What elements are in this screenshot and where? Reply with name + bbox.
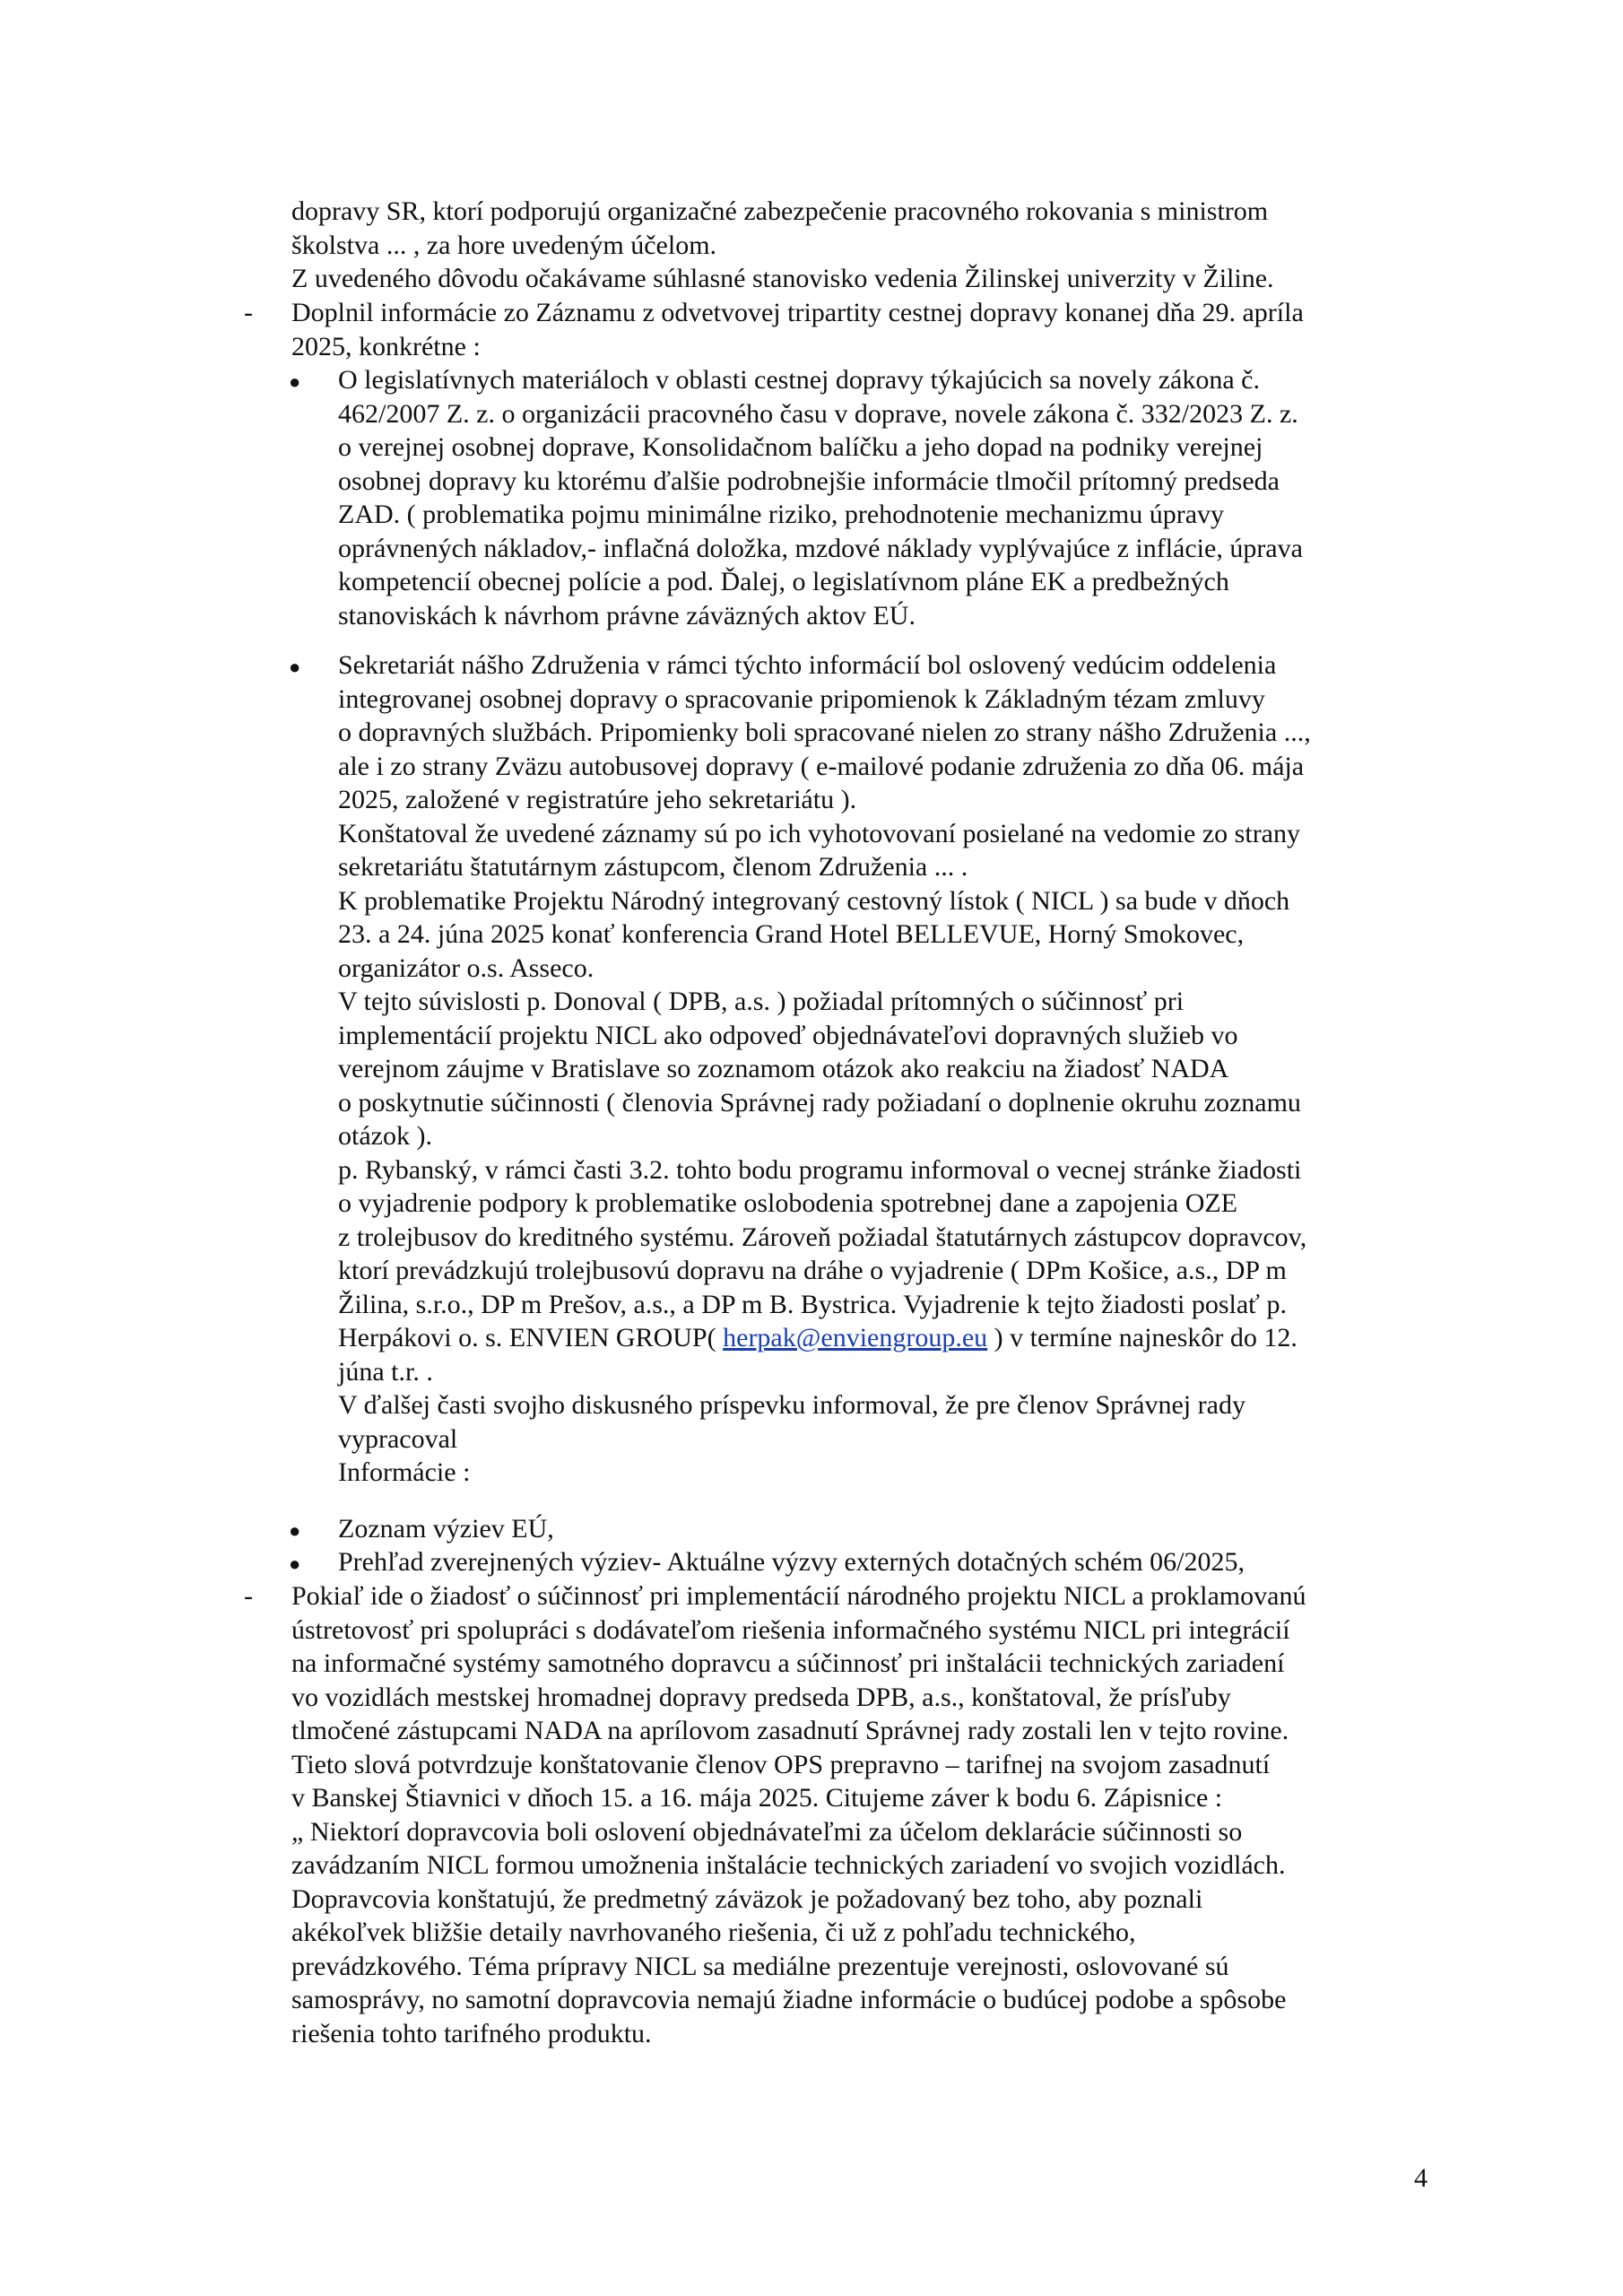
text-line: dopravy SR, ktorí podporujú organizačné zabezpečenie pracovného rokovania s ministrom <box>291 196 1269 226</box>
text-line: implementácií projektu NICL ako odpoveď objednávateľovi dopravných služieb vo <box>338 1020 1238 1050</box>
text-line: Z uvedeného dôvodu očakávame súhlasné stanovisko vedenia Žilinskej univerzity v Žiline. <box>291 264 1274 293</box>
bullet-item-4 <box>338 1545 1245 1579</box>
text-line: 462/2007 Z. z. o organizácii pracovného času v doprave, novele zákona č. 332/2023 Z. z. <box>338 398 1298 429</box>
text-line: Konštatoval že uvedené záznamy sú po ich vyhotovovaní posielané na vedomie zo strany <box>338 818 1300 848</box>
text-line: júna t.r. . <box>338 1356 433 1387</box>
text-line: na informačné systémy samotného dopravcu a súčinnosť pri inštalácii technických zariadení <box>291 1648 1285 1678</box>
text-line: O legislatívnych materiáloch v oblasti cestnej dopravy týkajúcich sa novely zákona č. <box>338 365 1260 395</box>
text-line: o vyjadrenie podpory k problematike oslobodenia spotrebnej dane a zapojenia OZE <box>338 1188 1238 1218</box>
text-line: ale i zo strany Zväzu autobusovej dopravy ( e-mailové podanie združenia zo dňa 06. mája <box>338 751 1305 781</box>
page-number: 4 <box>1414 2163 1428 2193</box>
text-line: tlmočené zástupcami NADA na aprílovom zasadnutí Správnej rady zostali len v tejto rovine. <box>291 1716 1289 1745</box>
text-line: Sekretariát nášho Združenia v rámci týchto informácií bol oslovený vedúcim oddelenia <box>338 650 1277 680</box>
dash-marker: - <box>244 298 253 327</box>
text-line: verejnom záujme v Bratislave so zoznamom otázok ako reakciu na žiadosť NADA <box>338 1054 1229 1083</box>
dash-item-2 <box>291 1579 1306 2050</box>
text-line: Doplnil informácie zo Záznamu z odvetvovej tripartity cestnej dopravy konanej dňa 29. apríla <box>291 298 1304 327</box>
text-line: 23. a 24. júna 2025 konať konferencia Grand Hotel BELLEVUE, Horný Smokovec, <box>338 919 1245 949</box>
text-line: vypracoval <box>338 1423 458 1454</box>
text-line: 2025, konkrétne : <box>291 331 481 361</box>
text-line: z trolejbusov do kreditného systému. Zároveň požiadal štatutárnych zástupcov dopravcov, <box>338 1222 1307 1252</box>
bullet-item-3 <box>338 1512 554 1546</box>
text-line: prevádzkového. Téma prípravy NICL sa mediálne prezentuje verejnosti, oslovované sú <box>291 1951 1229 1981</box>
text-line: 2025, založené v registratúre jeho sekretariátu ). <box>338 785 857 814</box>
text-line: Žilina, s.r.o., DP m Prešov, a.s., a DP m B. Bystrica. Vyjadrenie k tejto žiadosti poslať p. <box>338 1289 1287 1319</box>
text-line: stanoviskách k návrhom právne záväzných aktov EÚ. <box>338 600 916 631</box>
bullet-icon: ● <box>289 656 301 678</box>
text-line: osobnej dopravy ku ktorému ďalšie podrobnejšie informácie tlmočil prítomný predseda <box>338 465 1280 496</box>
text-line: Pokiaľ ide o žiadosť o súčinnosť pri implementácií národného projektu NICL a proklamovanú <box>291 1581 1306 1611</box>
text-line: zavádzaním NICL formou umožnenia inštalácie technických zariadení vo svojich vozidlách. <box>291 1850 1286 1880</box>
text-line: školstva ... , za hore uvedeným účelom. <box>291 230 717 260</box>
text-line: oprávnených nákladov,- inflačná doložka, mzdové náklady vyplývajúce z inflácie, úprava <box>338 533 1303 563</box>
text-line: ZAD. ( problematika pojmu minimálne riziko, prehodnotenie mechanizmu úpravy <box>338 500 1225 529</box>
bullet-item-1 <box>338 363 1303 632</box>
text-line: V tejto súvislosti p. Donoval ( DPB, a.s. ) požiadal prítomných o súčinnosť pri <box>338 987 1185 1016</box>
text-line: p. Rybanský, v rámci časti 3.2. tohto bodu programu informoval o vecnej stránke žiadosti <box>338 1154 1302 1185</box>
text-line: v Banskej Štiavnici v dňoch 15. a 16. mája 2025. Citujeme záver k bodu 6. Zápisnice : <box>291 1783 1223 1813</box>
text-line: Informácie : <box>338 1457 471 1487</box>
text-fragment: Herpákovi o. s. ENVIEN GROUP( <box>338 1323 724 1352</box>
text-line: ktorí prevádzkujú trolejbusovú dopravu na dráhe o vyjadrenie ( DPm Košice, a.s., DP m <box>338 1256 1287 1285</box>
dash-marker: - <box>244 1581 253 1611</box>
text-line: akékoľvek bližšie detaily navrhovaného riešenia, či už z pohľadu technického, <box>291 1918 1136 1947</box>
bullet-item-2 <box>338 648 1311 1490</box>
text-line: o poskytnutie súčinnosti ( členovia Správnej rady požiadaní o doplnenie okruhu zoznamu <box>338 1087 1301 1118</box>
text-line: riešenia tohto tarifného produktu. <box>291 2018 652 2048</box>
text-line: Dopravcovia konštatujú, že predmetný záväzok je požadovaný bez toho, aby poznali <box>291 1883 1203 1914</box>
text-line: K problematike Projektu Národný integrovaný cestovný lístok ( NICL ) sa bude v dňoch <box>338 885 1290 916</box>
text-line: organizátor o.s. Asseco. <box>338 952 595 983</box>
bullet-icon: ● <box>289 1519 301 1542</box>
intro-paragraph <box>291 195 1274 296</box>
text-line: ústretovosť pri spolupráci s dodávateľom riešenia informačného systému NICL pri integrácií <box>291 1614 1290 1645</box>
text-line: samosprávy, no samotní dopravcovia nemajú žiadne informácie o budúcej podobe a spôsobe <box>291 1985 1287 2014</box>
bullet-icon: ● <box>289 1552 301 1575</box>
bullet-icon: ● <box>289 370 301 393</box>
text-line: o verejnej osobnej doprave, Konsolidačnom balíčku a jeho dopad na podniky verejnej <box>338 432 1263 462</box>
email-link[interactable]: herpak@enviengroup.eu <box>723 1323 988 1352</box>
text-line: V ďalšej časti svojho diskusného príspevku informoval, že pre členov Správnej rady <box>338 1390 1245 1420</box>
dash-item-1 <box>291 296 1304 363</box>
text-line: „ Niektorí dopravcovia boli oslovení objednávateľmi za účelom deklarácie súčinnosti so <box>291 1816 1243 1847</box>
text-line: sekretariátu štatutárnym zástupcom, členom Združenia ... . <box>338 852 968 882</box>
text-fragment: ) v termíne najneskôr do 12. <box>987 1323 1298 1352</box>
text-line: vo vozidlách mestskej hromadnej dopravy predseda DPB, a.s., konštatoval, že prísľuby <box>291 1682 1231 1712</box>
text-line: integrovanej osobnej dopravy o spracovanie pripomienok k Základným tézam zmluvy <box>338 683 1265 714</box>
herpak-line <box>338 1321 1311 1355</box>
text-line: Zoznam výziev EÚ, <box>338 1514 554 1544</box>
text-line: kompetencií obecnej polície a pod. Ďalej, o legislatívnom pláne EK a predbežných <box>338 567 1229 596</box>
text-line: otázok ). <box>338 1121 432 1151</box>
text-line: Tieto slová potvrdzuje konštatovanie členov OPS prepravno – tarifnej na svojom zasadnutí <box>291 1749 1271 1779</box>
text-line: o dopravných službách. Pripomienky boli spracované nielen zo strany nášho Združenia ..., <box>338 718 1311 747</box>
text-line: Prehľad zverejnených výziev- Aktuálne výzvy externých dotačných schém 06/2025, <box>338 1547 1245 1577</box>
